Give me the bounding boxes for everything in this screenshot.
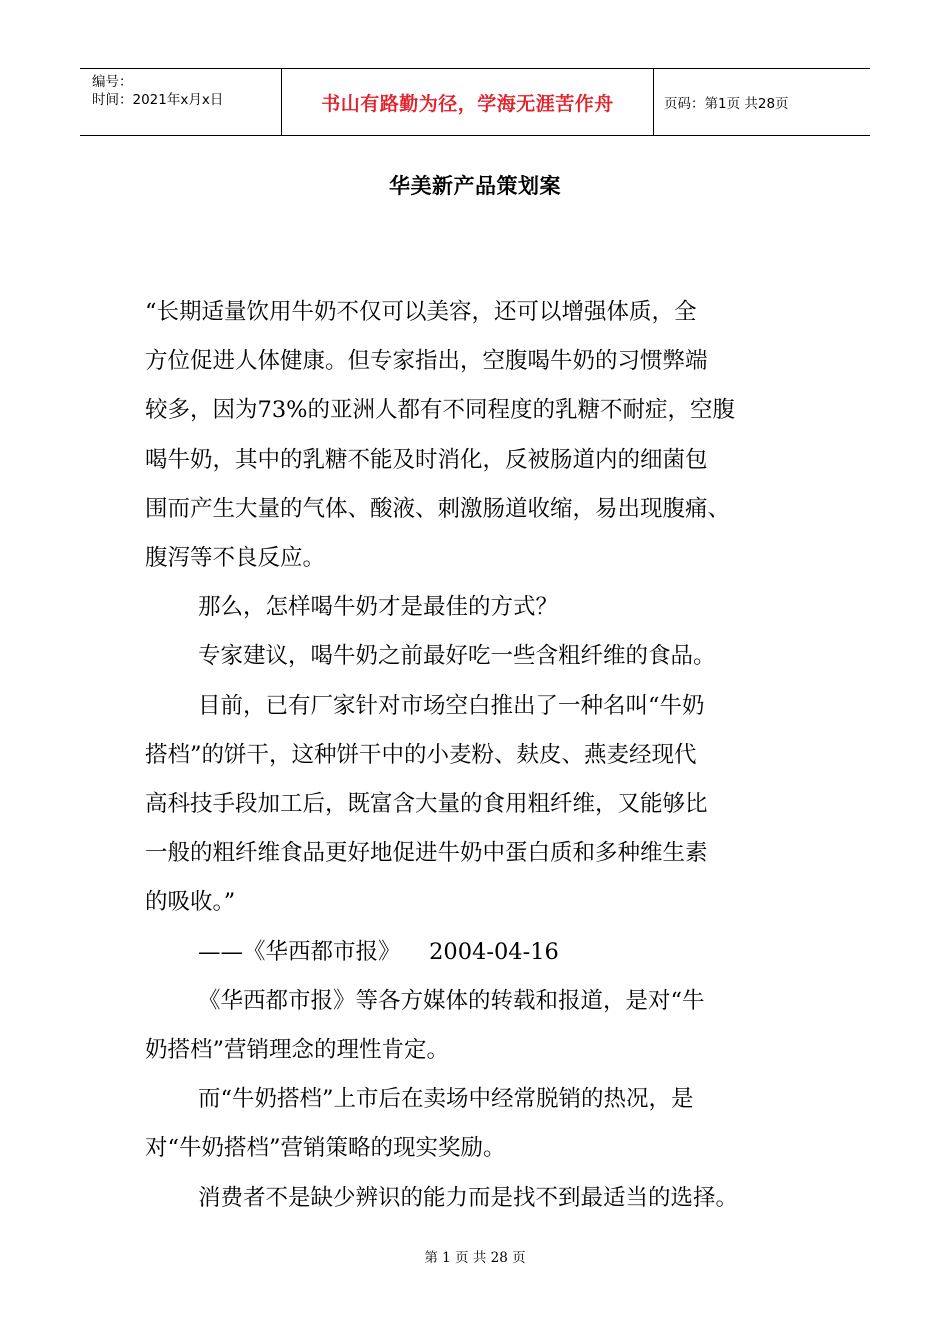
header-number-label: 编号：	[92, 74, 133, 90]
page-footer: 第 1 页 共 28 页	[424, 1250, 526, 1266]
header-page-info: 页码：第1页 共28页	[664, 96, 789, 112]
header-motto: 书山有路勤为径，学海无涯苦作舟	[282, 69, 654, 135]
body-line: 《华西都市报》等各方媒体的转载和报道，是对“牛	[198, 987, 705, 1014]
body-line: 目前，已有厂家针对市场空白推出了一种名叫“牛奶	[198, 692, 705, 719]
document-body	[145, 288, 810, 1223]
body-line: 搭档”的饼干，这种饼干中的小麦粉、麸皮、燕麦经现代	[145, 741, 697, 768]
body-line: 专家建议，喝牛奶之前最好吃一些含粗纤维的食品。	[198, 643, 716, 670]
page-header	[80, 68, 870, 136]
body-line: 对“牛奶搭档”营销策略的现实奖励。	[145, 1135, 506, 1162]
body-line: 围而产生大量的气体、酸液、刺激肠道收缩，易出现腹痛、	[145, 495, 731, 522]
body-line: 一般的粗纤维食品更好地促进牛奶中蛋白质和多种维生素	[145, 840, 708, 867]
body-line: 的吸收。”	[145, 889, 236, 916]
header-date-label: 时间：2021年x月x日	[92, 92, 224, 108]
body-line: 方位促进人体健康。但专家指出，空腹喝牛奶的习惯弊端	[145, 348, 708, 375]
body-line: 奶搭档”营销理念的理性肯定。	[145, 1037, 450, 1064]
citation-line: ——《华西都市报》 2004-04-16	[198, 938, 559, 965]
body-line: 消费者不是缺少辨识的能力而是找不到最适当的选择。	[198, 1184, 739, 1211]
document-title: 华美新产品策划案	[389, 174, 561, 198]
body-line: 那么，怎样喝牛奶才是最佳的方式？	[198, 594, 559, 621]
body-line: “长期适量饮用牛奶不仅可以美容，还可以增强体质，全	[145, 299, 697, 325]
body-line: 而“牛奶搭档”上市后在卖场中经常脱销的热况，是	[198, 1086, 694, 1113]
header-meta	[80, 69, 282, 135]
body-line: 较多，因为73%的亚洲人都有不同程度的乳糖不耐症，空腹	[145, 397, 736, 424]
body-line: 腹泻等不良反应。	[145, 545, 326, 572]
body-line: 喝牛奶，其中的乳糖不能及时消化，反被肠道内的细菌包	[145, 446, 708, 473]
body-line: 高科技手段加工后，既富含大量的食用粗纤维，又能够比	[145, 791, 708, 818]
